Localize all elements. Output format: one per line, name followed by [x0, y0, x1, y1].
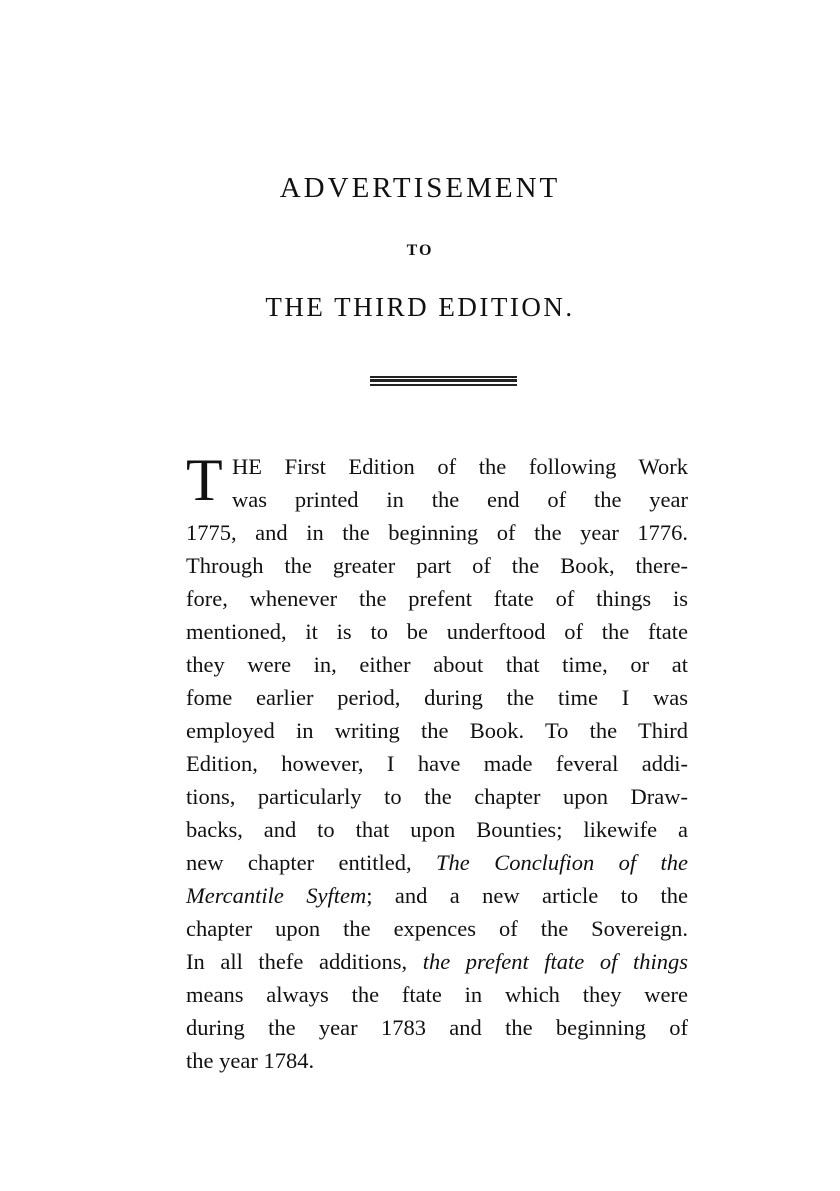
text-line: employed in writing the Book. To the Third: [186, 718, 688, 743]
text-line: fore, whenever the prefent ftate of things is: [186, 586, 688, 611]
text-line: mentioned, it is to be underftood of the ftate: [186, 619, 688, 644]
text-line: they were in, either about that time, or at: [186, 652, 688, 677]
text-line: Through the greater part of the Book, there-: [186, 553, 688, 578]
ornamental-rule: [370, 376, 517, 386]
page-subtitle: THE THIRD EDITION.: [265, 292, 575, 322]
text-run: new chapter entitled,: [186, 850, 437, 875]
text-line: tions, particularly to the chapter upon Draw-: [186, 784, 688, 809]
text-line: [186, 945, 688, 978]
page-title: ADVERTISEMENT: [279, 172, 561, 204]
italic-title: The Conclufion of the: [436, 850, 688, 875]
drop-cap: T: [186, 447, 223, 513]
text-line: backs, and to that upon Bounties; likewife a: [186, 817, 688, 842]
text-line: [186, 846, 688, 879]
text-line: the year 1784.: [186, 1048, 315, 1073]
text-line: means always the ftate in which they were: [186, 982, 688, 1007]
text-line: Edition, however, I have made feveral addi-: [186, 751, 688, 776]
italic-title: Mercantile Syftem: [186, 883, 367, 908]
text-line: fome earlier period, during the time I was: [186, 685, 688, 710]
text-run: In all thefe additions,: [186, 949, 423, 974]
italic-phrase: the prefent ftate of things: [422, 949, 688, 974]
text-line: chapter upon the expences of the Sovereign.: [186, 916, 688, 941]
text-line: HE First Edition of the following Work: [232, 454, 688, 479]
title-connector: TO: [406, 242, 434, 259]
text-line: 1775, and in the beginning of the year 1776.: [186, 520, 688, 545]
text-line: [186, 879, 688, 912]
text-line: was printed in the end of the year: [232, 487, 688, 512]
text-line: during the year 1783 and the beginning of: [186, 1015, 688, 1040]
advertisement-paragraph: [186, 447, 688, 1077]
text-run: ; and a new article to the: [366, 883, 688, 908]
